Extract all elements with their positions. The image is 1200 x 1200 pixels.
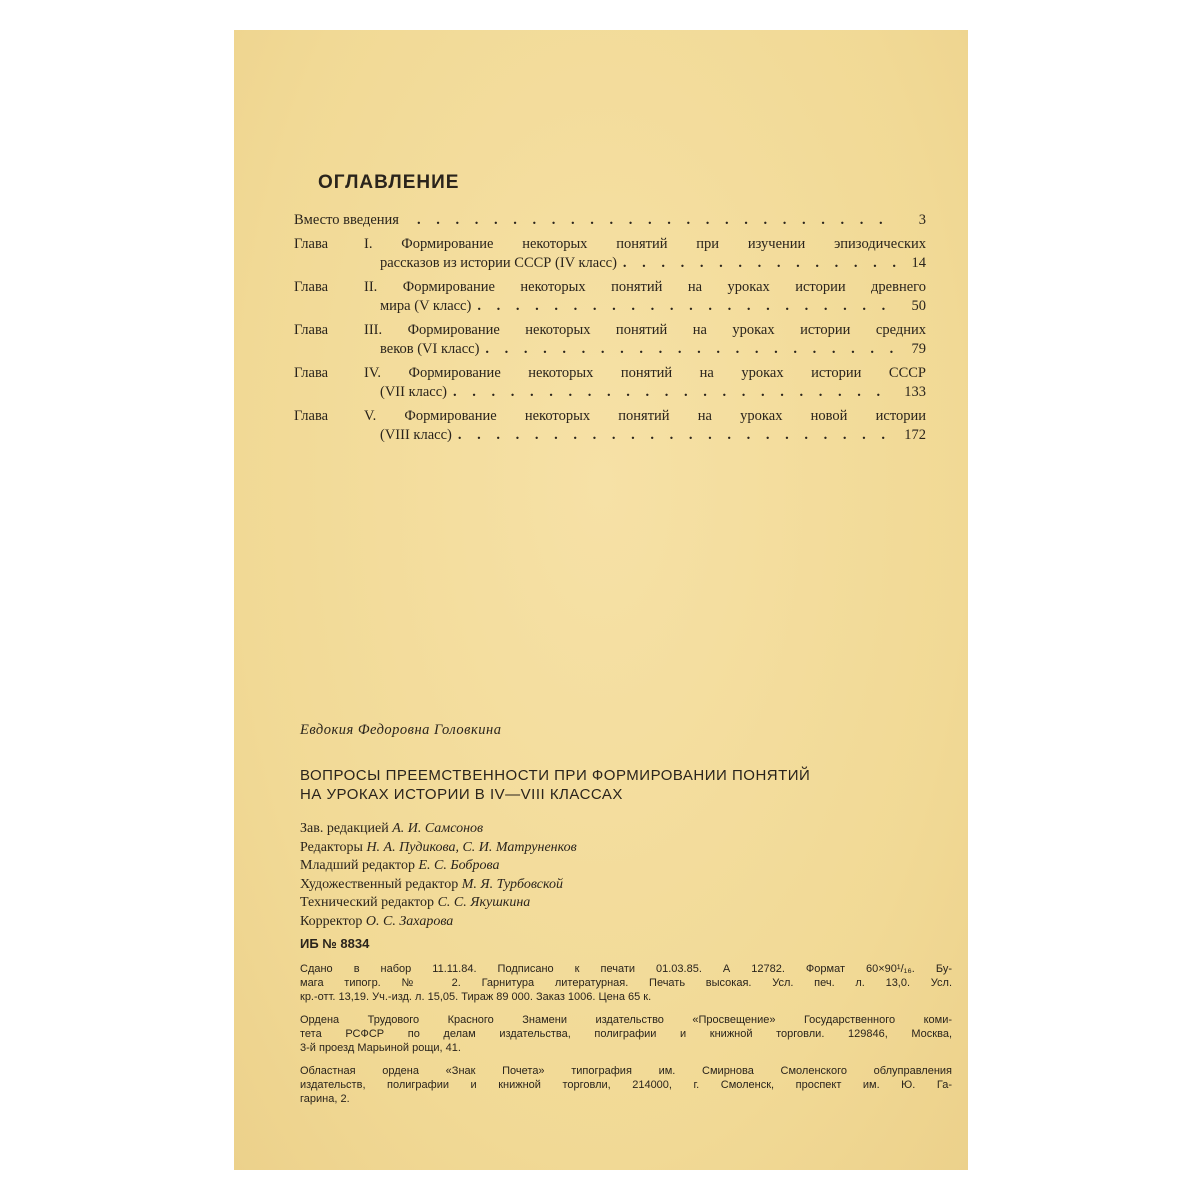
toc-page-number: 3: [918, 212, 926, 228]
credit-line: [300, 876, 577, 895]
imprint-line: тета РСФСР по делам издательства, полиграфии и книжной торговли. 129846, Москва,: [300, 1028, 952, 1040]
toc-leader-dots: [458, 426, 896, 445]
toc-chapter-label: Глава: [294, 322, 329, 338]
table-of-contents: [294, 210, 926, 449]
imprint-publisher: [300, 1013, 952, 1055]
credit-line: [300, 839, 577, 858]
toc-page-number: 133: [904, 384, 926, 400]
book-page: [234, 30, 968, 1170]
toc-chapter-label: Глава: [294, 408, 329, 424]
toc-chapter-title-cont: (VIII класс): [380, 427, 452, 443]
toc-page-number: 14: [911, 255, 926, 271]
toc-entry: [294, 277, 926, 316]
credit-role: Технический редактор: [300, 895, 435, 910]
imprint-line: издательств, полиграфии и книжной торговли, 214000, г. Смоленск, проспект им. Ю. Га-: [300, 1079, 952, 1091]
imprint-line: кр.-отт. 13,19. Уч.-изд. л. 15,05. Тираж 89 000. Заказ 1006. Цена 65 к.: [300, 991, 652, 1003]
toc-chapter-title-cont: веков (VI класс): [380, 341, 480, 357]
toc-chapter-title: I. Формирование некоторых понятий при изучении эпизодических: [364, 236, 926, 252]
credit-name: О. С. Захарова: [365, 913, 454, 929]
credit-line: [300, 820, 577, 839]
toc-leader-dots: [417, 210, 896, 230]
credit-role: Художественный редактор: [300, 876, 459, 892]
imprint-line: Сдано в набор 11.11.84. Подписано к печати 01.03.85. А 12782. Формат 60×90¹/₁₆. Бу-: [300, 963, 952, 975]
toc-chapter-title: IV. Формирование некоторых понятий на уроках истории СССР: [364, 365, 926, 381]
toc-leader-dots: [485, 340, 896, 359]
credit-name: С. С. Якушкина: [437, 895, 531, 910]
credit-name: А. И. Самсонов: [392, 821, 484, 836]
toc-page-number: 172: [904, 427, 926, 443]
credit-line: [300, 857, 577, 876]
toc-page-number: 79: [911, 341, 926, 357]
imprint-line: мага типогр. № 2. Гарнитура литературная. Печать высокая. Усл. печ. л. 13,0. Усл.: [300, 977, 952, 989]
toc-chapter-title: V. Формирование некоторых понятий на уроках новой истории: [364, 408, 926, 424]
credit-line: [300, 894, 577, 913]
credit-role: Редакторы: [300, 839, 363, 855]
credit-line: [300, 913, 577, 932]
credit-role: Корректор: [300, 913, 363, 929]
imprint-line: Областная ордена «Знак Почета» типография им. Смирнова Смоленского облуправления: [300, 1065, 952, 1077]
toc-chapter-title-cont: (VII класс): [380, 384, 447, 400]
toc-chapter-title-cont: мира (V класс): [380, 298, 472, 314]
toc-entry: [294, 406, 926, 445]
book-title-line: ВОПРОСЫ ПРЕЕМСТВЕННОСТИ ПРИ ФОРМИРОВАНИИ ПОНЯТИЙ: [300, 767, 811, 784]
toc-chapter-label: Глава: [294, 279, 329, 295]
credit-name: Н. А. Пудикова, С. И. Матруненков: [366, 839, 577, 855]
credits-list: [300, 820, 577, 931]
imprint-line: Ордена Трудового Красного Знамени издательство «Просвещение» Государственного коми-: [300, 1014, 952, 1026]
ib-number: ИБ № 8834: [300, 936, 370, 951]
toc-chapter-label: Глава: [294, 365, 329, 381]
toc-leader-dots: [453, 383, 896, 402]
imprint-line: гарина, 2.: [300, 1093, 350, 1105]
toc-entry: [294, 320, 926, 359]
imprint-printing-details: [300, 962, 952, 1004]
toc-leader-dots: [623, 254, 896, 273]
toc-leader-dots: [477, 297, 896, 316]
toc-entry: [294, 234, 926, 273]
imprint-printer: [300, 1064, 952, 1106]
toc-entry: [294, 210, 926, 230]
toc-chapter-title-cont: рассказов из истории СССР (IV класс): [380, 255, 617, 271]
toc-entry-title: Вместо введения: [294, 212, 399, 228]
book-title-line: НА УРОКАХ ИСТОРИИ В IV—VIII КЛАССАХ: [300, 786, 623, 803]
toc-chapter-title: III. Формирование некоторых понятий на уроках истории средних: [364, 322, 926, 338]
credit-role: Зав. редакцией: [300, 821, 389, 836]
credit-name: М. Я. Турбовской: [461, 876, 564, 892]
toc-page-number: 50: [911, 298, 926, 314]
book-title: [300, 766, 940, 804]
toc-chapter-title: II. Формирование некоторых понятий на уроках истории древнего: [364, 279, 926, 295]
credit-name: Е. С. Боброва: [418, 858, 500, 873]
toc-entry: [294, 363, 926, 402]
credit-role: Младший редактор: [300, 858, 415, 873]
imprint-line: 3-й проезд Марьиной рощи, 41.: [300, 1042, 461, 1054]
toc-chapter-label: Глава: [294, 236, 329, 252]
author-name: Евдокия Федоровна Головкина: [300, 722, 502, 738]
toc-heading: ОГЛАВЛЕНИЕ: [318, 172, 460, 193]
